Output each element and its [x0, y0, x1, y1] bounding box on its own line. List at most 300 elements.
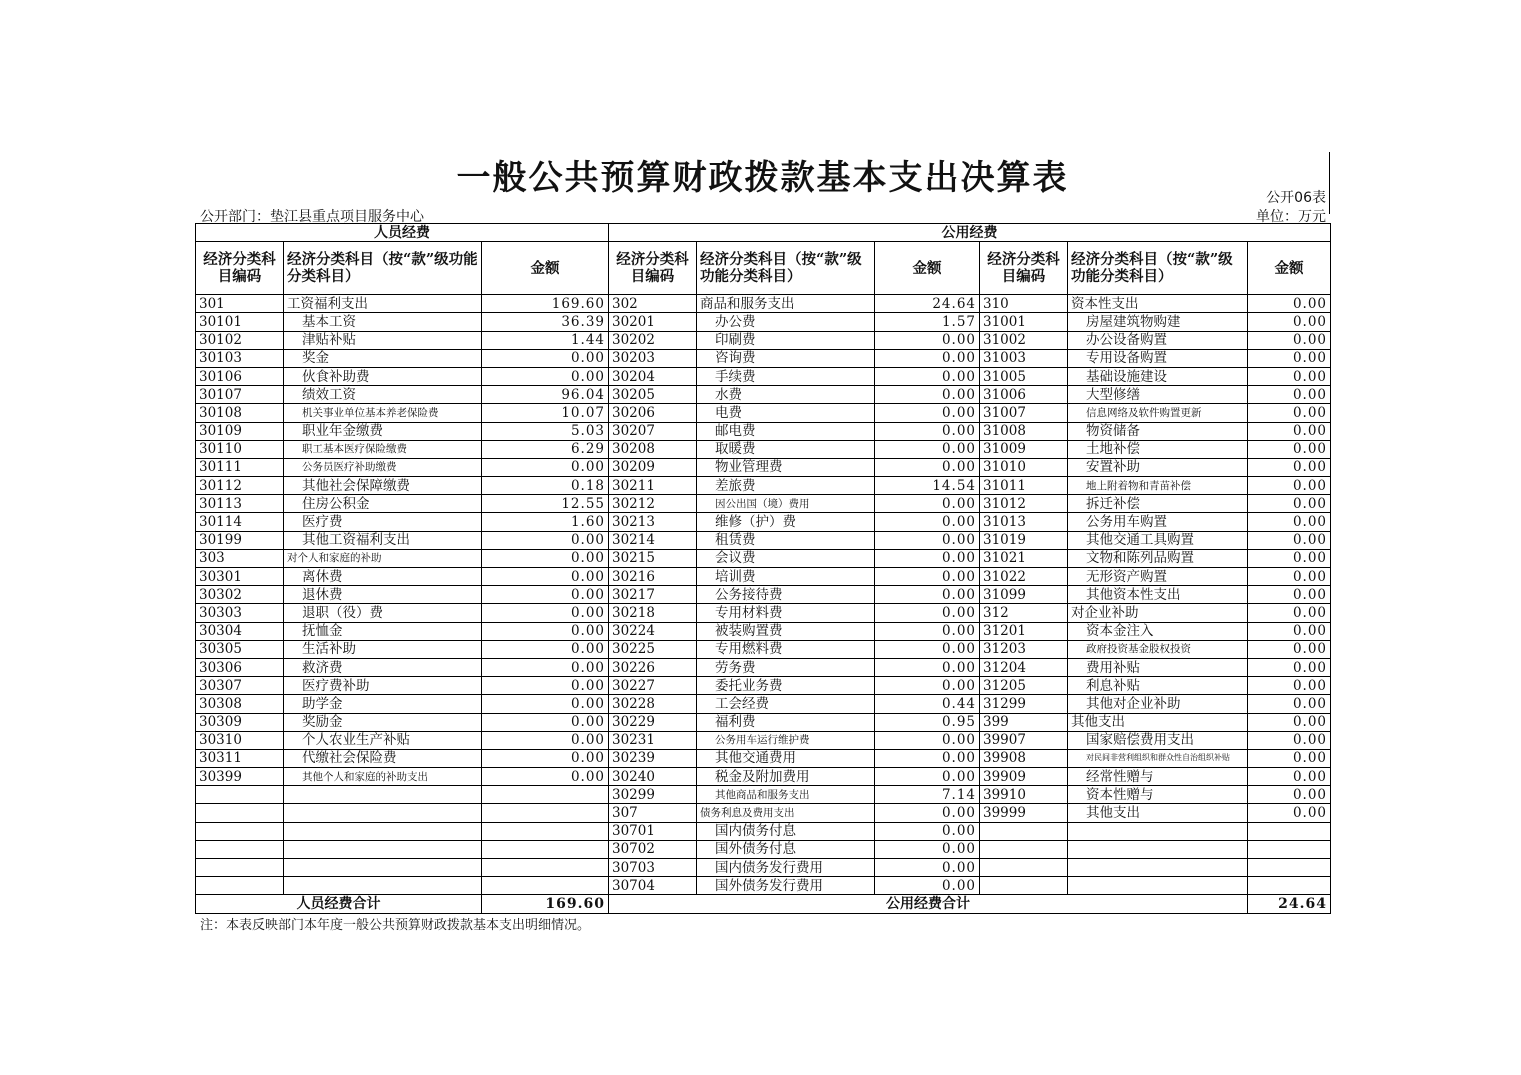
code-cell: 39908: [980, 749, 1068, 767]
amount-cell: 7.14: [875, 786, 980, 804]
name-cell: 绩效工资: [284, 386, 482, 404]
amount-cell: 0.00: [1248, 349, 1331, 367]
amount-cell: 0.00: [482, 768, 609, 786]
name-cell: [284, 877, 482, 895]
department-label: 公开部门：垫江县重点项目服务中心: [200, 209, 424, 225]
table-row: [196, 440, 1331, 458]
name-cell: 生活补助: [284, 640, 482, 658]
code-cell: 30215: [609, 549, 697, 567]
margin-line: [1329, 152, 1330, 214]
name-cell: [1068, 877, 1248, 895]
amount-cell: 0.00: [875, 422, 980, 440]
code-cell: [980, 840, 1068, 858]
name-cell: 费用补贴: [1068, 658, 1248, 676]
name-cell: 福利费: [697, 713, 875, 731]
amount-cell: 0.00: [1248, 586, 1331, 604]
code-cell: 30205: [609, 386, 697, 404]
code-cell: 303: [196, 549, 284, 567]
unit-label: 单位：万元: [1256, 209, 1326, 225]
name-cell: 邮电费: [697, 422, 875, 440]
name-cell: [284, 859, 482, 877]
table-row: [196, 477, 1331, 495]
name-cell: 公务接待费: [697, 586, 875, 604]
table-row: [196, 786, 1331, 804]
name-cell: 土地补偿: [1068, 440, 1248, 458]
name-cell: 商品和服务支出: [697, 295, 875, 313]
amount-cell: 0.00: [875, 586, 980, 604]
code-cell: 31002: [980, 331, 1068, 349]
amount-cell: 0.18: [482, 477, 609, 495]
code-cell: 30225: [609, 640, 697, 658]
amount-cell: 12.55: [482, 495, 609, 513]
table-row: [196, 622, 1331, 640]
name-cell: 其他工资福利支出: [284, 531, 482, 549]
header-amount: 金额: [482, 242, 609, 295]
amount-cell: 0.00: [1248, 458, 1331, 476]
code-cell: 399: [980, 713, 1068, 731]
amount-cell: 0.00: [875, 367, 980, 385]
table-row: [196, 822, 1331, 840]
table-row: [196, 695, 1331, 713]
code-cell: 30306: [196, 658, 284, 676]
header-name: 经济分类科目（按“款”级功能分类科目）: [697, 242, 875, 295]
name-cell: 工资福利支出: [284, 295, 482, 313]
code-cell: 31019: [980, 531, 1068, 549]
code-cell: 31299: [980, 695, 1068, 713]
code-cell: [980, 822, 1068, 840]
code-cell: 30113: [196, 495, 284, 513]
name-cell: 救济费: [284, 658, 482, 676]
amount-cell: 5.03: [482, 422, 609, 440]
name-cell: 医疗费补助: [284, 677, 482, 695]
code-cell: 30202: [609, 331, 697, 349]
code-cell: 39910: [980, 786, 1068, 804]
code-cell: 31001: [980, 313, 1068, 331]
code-cell: 30703: [609, 859, 697, 877]
header-amount: 金额: [1248, 242, 1331, 295]
amount-cell: 0.00: [875, 331, 980, 349]
name-cell: 国家赔偿费用支出: [1068, 731, 1248, 749]
code-cell: 30203: [609, 349, 697, 367]
name-cell: 物资储备: [1068, 422, 1248, 440]
amount-cell: 0.00: [875, 495, 980, 513]
name-cell: 房屋建筑物购建: [1068, 313, 1248, 331]
code-cell: 30309: [196, 713, 284, 731]
amount-cell: 0.00: [1248, 386, 1331, 404]
table-row: [196, 658, 1331, 676]
amount-cell: 0.00: [1248, 658, 1331, 676]
amount-cell: 0.00: [482, 549, 609, 567]
code-cell: 39999: [980, 804, 1068, 822]
personnel-total-label: 人员经费合计: [196, 895, 482, 913]
code-cell: 31022: [980, 568, 1068, 586]
amount-cell: 0.00: [482, 458, 609, 476]
code-cell: 30106: [196, 367, 284, 385]
code-cell: [196, 859, 284, 877]
name-cell: 手续费: [697, 367, 875, 385]
name-cell: 安置补助: [1068, 458, 1248, 476]
table-row: [196, 640, 1331, 658]
name-cell: 税金及附加费用: [697, 768, 875, 786]
name-cell: 其他社会保障缴费: [284, 477, 482, 495]
amount-cell: 0.44: [875, 695, 980, 713]
amount-cell: 0.00: [875, 804, 980, 822]
table-row: [196, 367, 1331, 385]
amount-cell: 0.00: [875, 404, 980, 422]
code-cell: 30208: [609, 440, 697, 458]
name-cell: [1068, 822, 1248, 840]
amount-cell: 0.00: [482, 568, 609, 586]
code-cell: 30214: [609, 531, 697, 549]
expenditure-table: [195, 223, 1331, 914]
amount-cell: 0.00: [875, 386, 980, 404]
name-cell: 专用材料费: [697, 604, 875, 622]
name-cell: 其他支出: [1068, 713, 1248, 731]
amount-cell: 0.00: [875, 749, 980, 767]
name-cell: 信息网络及软件购置更新: [1068, 404, 1248, 422]
code-cell: 31010: [980, 458, 1068, 476]
name-cell: 伙食补助费: [284, 367, 482, 385]
code-cell: 30218: [609, 604, 697, 622]
name-cell: 对个人和家庭的补助: [284, 549, 482, 567]
code-cell: 31006: [980, 386, 1068, 404]
code-cell: 31204: [980, 658, 1068, 676]
name-cell: 政府投资基金股权投资: [1068, 640, 1248, 658]
code-cell: 30227: [609, 677, 697, 695]
name-cell: 债务利息及费用支出: [697, 804, 875, 822]
header-name: 经济分类科目（按“款”级功能分类科目）: [1068, 242, 1248, 295]
code-cell: 30207: [609, 422, 697, 440]
name-cell: 其他资本性支出: [1068, 586, 1248, 604]
name-cell: 对民间非营利组织和群众性自治组织补贴: [1068, 749, 1248, 767]
code-cell: 30399: [196, 768, 284, 786]
header-amount: 金额: [875, 242, 980, 295]
code-cell: 30302: [196, 586, 284, 604]
amount-cell: 0.00: [875, 622, 980, 640]
code-cell: 31009: [980, 440, 1068, 458]
name-cell: 拆迁补偿: [1068, 495, 1248, 513]
amount-cell: 0.00: [875, 549, 980, 567]
name-cell: 无形资产购置: [1068, 568, 1248, 586]
name-cell: [284, 786, 482, 804]
amount-cell: [482, 877, 609, 895]
code-cell: 31003: [980, 349, 1068, 367]
code-cell: 30110: [196, 440, 284, 458]
amount-cell: 0.00: [875, 640, 980, 658]
name-cell: 国外债务发行费用: [697, 877, 875, 895]
code-cell: 31205: [980, 677, 1068, 695]
name-cell: 基础设施建设: [1068, 367, 1248, 385]
amount-cell: 0.00: [1248, 422, 1331, 440]
name-cell: 取暖费: [697, 440, 875, 458]
code-cell: 30112: [196, 477, 284, 495]
code-cell: 30213: [609, 513, 697, 531]
amount-cell: 0.95: [875, 713, 980, 731]
table-row: [196, 313, 1331, 331]
amount-cell: 0.00: [1248, 531, 1331, 549]
table-row: [196, 295, 1331, 313]
table-row: [196, 677, 1331, 695]
amount-cell: 1.57: [875, 313, 980, 331]
amount-cell: 0.00: [875, 458, 980, 476]
name-cell: 工会经费: [697, 695, 875, 713]
amount-cell: 0.00: [1248, 313, 1331, 331]
code-cell: 31201: [980, 622, 1068, 640]
header-code: 经济分类科目编码: [980, 242, 1068, 295]
code-cell: 31021: [980, 549, 1068, 567]
public-total-label: 公用经费合计: [609, 895, 1248, 913]
name-cell: 其他商品和服务支出: [697, 786, 875, 804]
name-cell: [284, 822, 482, 840]
name-cell: 公务用车运行维护费: [697, 731, 875, 749]
table-row: [196, 568, 1331, 586]
page-title: 一般公共预算财政拨款基本支出决算表: [456, 158, 1069, 198]
name-cell: 会议费: [697, 549, 875, 567]
code-cell: 30308: [196, 695, 284, 713]
name-cell: 租赁费: [697, 531, 875, 549]
amount-cell: 0.00: [875, 677, 980, 695]
amount-cell: 0.00: [482, 349, 609, 367]
code-cell: 30226: [609, 658, 697, 676]
amount-cell: 36.39: [482, 313, 609, 331]
name-cell: 物业管理费: [697, 458, 875, 476]
code-cell: [196, 840, 284, 858]
amount-cell: 10.07: [482, 404, 609, 422]
code-cell: 30109: [196, 422, 284, 440]
table-row: [196, 859, 1331, 877]
amount-cell: 0.00: [1248, 713, 1331, 731]
name-cell: 公务员医疗补助缴费: [284, 458, 482, 476]
code-cell: 30212: [609, 495, 697, 513]
amount-cell: 0.00: [1248, 495, 1331, 513]
table-row: [196, 713, 1331, 731]
name-cell: 大型修缮: [1068, 386, 1248, 404]
table-row: [196, 349, 1331, 367]
amount-cell: 0.00: [875, 349, 980, 367]
table-row: [196, 586, 1331, 604]
name-cell: 咨询费: [697, 349, 875, 367]
name-cell: 办公费: [697, 313, 875, 331]
amount-cell: 0.00: [482, 640, 609, 658]
amount-cell: 0.00: [1248, 568, 1331, 586]
amount-cell: [1248, 877, 1331, 895]
amount-cell: [482, 859, 609, 877]
amount-cell: 0.00: [875, 604, 980, 622]
amount-cell: 0.00: [1248, 513, 1331, 531]
amount-cell: [1248, 840, 1331, 858]
amount-cell: 0.00: [1248, 295, 1331, 313]
table-row: [196, 513, 1331, 531]
code-cell: [196, 877, 284, 895]
amount-cell: 0.00: [1248, 640, 1331, 658]
amount-cell: 0.00: [875, 731, 980, 749]
name-cell: [284, 840, 482, 858]
name-cell: 津贴补贴: [284, 331, 482, 349]
code-cell: 30229: [609, 713, 697, 731]
name-cell: 被装购置费: [697, 622, 875, 640]
code-cell: 30228: [609, 695, 697, 713]
amount-cell: 0.00: [482, 622, 609, 640]
table-row: [196, 386, 1331, 404]
amount-cell: [482, 786, 609, 804]
name-cell: 劳务费: [697, 658, 875, 676]
code-cell: 30299: [609, 786, 697, 804]
name-cell: 退职（役）费: [284, 604, 482, 622]
header-name: 经济分类科目（按“款”级功能分类科目）: [284, 242, 482, 295]
amount-cell: 0.00: [1248, 549, 1331, 567]
amount-cell: 14.54: [875, 477, 980, 495]
table-row: [196, 768, 1331, 786]
code-cell: [980, 859, 1068, 877]
code-cell: 31011: [980, 477, 1068, 495]
name-cell: 个人农业生产补贴: [284, 731, 482, 749]
amount-cell: 0.00: [875, 513, 980, 531]
name-cell: 水费: [697, 386, 875, 404]
code-cell: 30224: [609, 622, 697, 640]
amount-cell: 0.00: [482, 367, 609, 385]
code-cell: 39907: [980, 731, 1068, 749]
name-cell: 经常性赠与: [1068, 768, 1248, 786]
name-cell: 因公出国（境）费用: [697, 495, 875, 513]
code-cell: 30206: [609, 404, 697, 422]
code-cell: 302: [609, 295, 697, 313]
amount-cell: 0.00: [875, 440, 980, 458]
amount-cell: 169.60: [482, 295, 609, 313]
code-cell: 31013: [980, 513, 1068, 531]
amount-cell: 0.00: [1248, 786, 1331, 804]
amount-cell: 1.44: [482, 331, 609, 349]
amount-cell: [482, 822, 609, 840]
name-cell: 抚恤金: [284, 622, 482, 640]
name-cell: 差旅费: [697, 477, 875, 495]
code-cell: 30108: [196, 404, 284, 422]
code-cell: 30103: [196, 349, 284, 367]
amount-cell: 0.00: [482, 531, 609, 549]
amount-cell: 0.00: [1248, 440, 1331, 458]
name-cell: 印刷费: [697, 331, 875, 349]
amount-cell: 0.00: [482, 677, 609, 695]
amount-cell: 0.00: [482, 604, 609, 622]
name-cell: 地上附着物和青苗补偿: [1068, 477, 1248, 495]
code-cell: [196, 804, 284, 822]
name-cell: 利息补贴: [1068, 677, 1248, 695]
name-cell: 办公设备购置: [1068, 331, 1248, 349]
amount-cell: 0.00: [1248, 331, 1331, 349]
code-cell: 30209: [609, 458, 697, 476]
name-cell: 公务用车购置: [1068, 513, 1248, 531]
name-cell: 电费: [697, 404, 875, 422]
code-cell: 30304: [196, 622, 284, 640]
name-cell: 职业年金缴费: [284, 422, 482, 440]
code-cell: 30114: [196, 513, 284, 531]
code-cell: 30303: [196, 604, 284, 622]
table-row: [196, 549, 1331, 567]
amount-cell: 96.04: [482, 386, 609, 404]
amount-cell: 0.00: [482, 586, 609, 604]
name-cell: 专用设备购置: [1068, 349, 1248, 367]
amount-cell: 0.00: [875, 658, 980, 676]
amount-cell: [482, 840, 609, 858]
name-cell: 退休费: [284, 586, 482, 604]
code-cell: 30307: [196, 677, 284, 695]
table-number: 公开06表: [1266, 190, 1326, 206]
code-cell: 31099: [980, 586, 1068, 604]
amount-cell: 0.00: [1248, 677, 1331, 695]
name-cell: 其他支出: [1068, 804, 1248, 822]
amount-cell: 0.00: [1248, 604, 1331, 622]
table-row: [196, 731, 1331, 749]
code-cell: 30310: [196, 731, 284, 749]
amount-cell: 0.00: [1248, 804, 1331, 822]
amount-cell: 24.64: [875, 295, 980, 313]
name-cell: 奖励金: [284, 713, 482, 731]
code-cell: 30101: [196, 313, 284, 331]
name-cell: 离休费: [284, 568, 482, 586]
amount-cell: 0.00: [875, 768, 980, 786]
name-cell: 助学金: [284, 695, 482, 713]
table-row: [196, 458, 1331, 476]
code-cell: 301: [196, 295, 284, 313]
table-row: [196, 404, 1331, 422]
name-cell: 医疗费: [284, 513, 482, 531]
name-cell: 委托业务费: [697, 677, 875, 695]
name-cell: 代缴社会保险费: [284, 749, 482, 767]
public-total-value: 24.64: [1248, 895, 1331, 913]
amount-cell: [482, 804, 609, 822]
footnote: 注：本表反映部门本年度一般公共预算财政拨款基本支出明细情况。: [200, 918, 591, 933]
code-cell: 30217: [609, 586, 697, 604]
code-cell: 30305: [196, 640, 284, 658]
code-cell: 39909: [980, 768, 1068, 786]
amount-cell: 0.00: [1248, 404, 1331, 422]
name-cell: 其他交通费用: [697, 749, 875, 767]
name-cell: 其他交通工具购置: [1068, 531, 1248, 549]
amount-cell: 0.00: [482, 731, 609, 749]
name-cell: [284, 804, 482, 822]
code-cell: 312: [980, 604, 1068, 622]
amount-cell: [1248, 822, 1331, 840]
code-cell: 30216: [609, 568, 697, 586]
name-cell: 国内债务发行费用: [697, 859, 875, 877]
amount-cell: 0.00: [1248, 731, 1331, 749]
amount-cell: 0.00: [875, 822, 980, 840]
code-cell: 30701: [609, 822, 697, 840]
code-cell: 30231: [609, 731, 697, 749]
name-cell: [1068, 859, 1248, 877]
table-row: [196, 531, 1331, 549]
amount-cell: 0.00: [875, 568, 980, 586]
name-cell: 其他个人和家庭的补助支出: [284, 768, 482, 786]
amount-cell: 0.00: [875, 859, 980, 877]
name-cell: 文物和陈列品购置: [1068, 549, 1248, 567]
amount-cell: 1.60: [482, 513, 609, 531]
name-cell: 资本性支出: [1068, 295, 1248, 313]
name-cell: 机关事业单位基本养老保险费: [284, 404, 482, 422]
code-cell: 30102: [196, 331, 284, 349]
table-row: [196, 422, 1331, 440]
name-cell: 基本工资: [284, 313, 482, 331]
code-cell: 31203: [980, 640, 1068, 658]
code-cell: 30702: [609, 840, 697, 858]
name-cell: 对企业补助: [1068, 604, 1248, 622]
table-row: [196, 749, 1331, 767]
table-row: [196, 331, 1331, 349]
name-cell: 专用燃料费: [697, 640, 875, 658]
name-cell: 培训费: [697, 568, 875, 586]
code-cell: 30239: [609, 749, 697, 767]
name-cell: 国外债务付息: [697, 840, 875, 858]
code-cell: 30211: [609, 477, 697, 495]
